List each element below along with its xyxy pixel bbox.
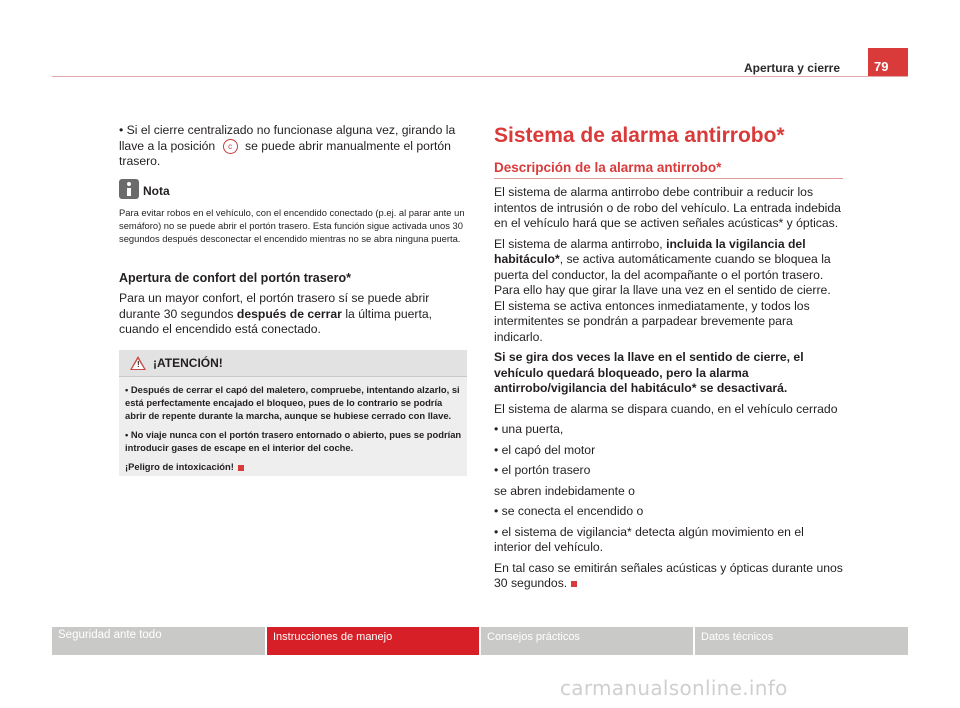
key-position-icon: c xyxy=(223,139,238,154)
alarm-p2-text-1: El sistema de alarma antirrobo, xyxy=(494,236,663,251)
warning-item-3 xyxy=(125,460,465,473)
subsection-title: Descripción de la alarma antirrobo* xyxy=(494,160,722,175)
warning-item-3-text: ¡Peligro de intoxicación! xyxy=(125,461,234,472)
subsection-rule xyxy=(494,178,843,179)
comfort-text-1: Para un mayor confort, el portón trasero sí se puede abrir durante 30 segundos xyxy=(119,291,430,321)
warning-body xyxy=(125,383,465,479)
comfort-text-2: la última puerta, cuando el encendido está conectado. xyxy=(119,306,433,336)
comfort-opening-paragraph xyxy=(119,291,469,338)
alarm-paragraph-3: Si se gira dos veces la llave en el sentido de cierre, el vehículo quedará bloqueado, pero la alarma antirrobo/vigilancia del habitáculo* se desactivará. xyxy=(494,350,804,395)
alarm-p2-bold: incluida la vigilancia del habitáculo* xyxy=(494,236,806,266)
tab-seguridad[interactable] xyxy=(52,627,265,655)
section-title: Sistema de alarma antirrobo* xyxy=(494,124,785,147)
end-marker-icon xyxy=(571,581,577,587)
watermark: carmanualsonline.info xyxy=(560,676,788,700)
central-locking-text-1: • Si el cierre centralizado no funcionase alguna vez, girando la llave a la posición xyxy=(119,123,456,153)
tab-instrucciones[interactable] xyxy=(267,627,479,655)
note-body: Para evitar robos en el vehículo, con el encendido conectado (p.ej. al parar ante un semáforo) no se puede abrir el portón trasero. Esta función sigue activada unos 30 segundos después desconectar el encendido mientras no se abra ninguna puerta. xyxy=(119,207,465,245)
warning-header xyxy=(119,350,467,377)
alarm-bullet-3: • el portón trasero xyxy=(494,463,591,477)
warning-item-2: • No viaje nunca con el portón trasero entornado o abierto, pues se podrían introducir gases de escape en el interior del coche. xyxy=(125,429,462,453)
page-number-badge xyxy=(868,48,908,76)
alarm-paragraph-4: El sistema de alarma se dispara cuando, en el vehículo cerrado xyxy=(494,401,838,416)
section-header-title: Apertura y cierre xyxy=(743,61,840,75)
alarm-paragraph-1: El sistema de alarma antirrobo debe contribuir a reducir los intentos de intrusión o de robo del vehículo. La entrada indebida en el vehículo hará que se activen señales acústicas* y ópticas. xyxy=(494,185,841,230)
warning-title: ¡ATENCIÓN! xyxy=(153,356,223,370)
alarm-paragraph-6 xyxy=(494,561,844,592)
info-note-icon xyxy=(119,179,139,199)
tab-consejos-label: Consejos prácticos xyxy=(487,631,580,643)
warning-item-1: • Después de cerrar el capó del maletero, compruebe, intentando alzarlo, si está perfectamente encajado el bloqueo, pues de lo contrario se podría abrir de repente durante la marcha, aunque se hubiese cerrado con llave. xyxy=(125,384,460,421)
alarm-bullet-4: • se conecta el encendido o xyxy=(494,504,644,518)
alarm-p2-text-2: , se activa automáticamente cuando se bloquea la puerta del conductor, la del acompañante o el portón trasero. Para ello hay que girar la llave una vez en el sentido de cierre. El sistema se activa entonces inmediatamente, y todos los intermitentes se pondrán a parpadear brevemente para indicarlo. xyxy=(494,252,831,344)
exclamation-icon: ! xyxy=(137,360,140,369)
warning-box xyxy=(119,350,467,476)
tab-datos-label: Datos técnicos xyxy=(701,631,774,643)
tab-instrucciones-label: Instrucciones de manejo xyxy=(273,631,393,643)
alarm-bullet-1: • una puerta, xyxy=(494,422,564,436)
tab-datos[interactable] xyxy=(695,627,908,655)
tab-consejos[interactable] xyxy=(481,627,693,655)
alarm-description xyxy=(494,185,844,597)
header-rule xyxy=(52,76,908,77)
alarm-paragraph-5: se abren indebidamente o xyxy=(494,483,635,498)
tab-seguridad-label: Seguridad ante todo xyxy=(58,629,162,641)
alarm-bullet-2: • el capó del motor xyxy=(494,442,596,457)
central-locking-text-2: se puede abrir manualmente el portón trasero. xyxy=(119,138,451,168)
comfort-opening-heading: Apertura de confort del portón trasero* xyxy=(119,271,351,285)
alarm-paragraph-2 xyxy=(494,237,844,346)
central-locking-paragraph xyxy=(119,123,471,170)
end-marker-icon xyxy=(238,465,244,471)
alarm-p6-text: En tal caso se emitirán señales acústicas y ópticas durante unos 30 segundos. xyxy=(494,560,843,590)
note-title: Nota xyxy=(143,184,170,198)
page-number: 79 xyxy=(874,59,889,74)
comfort-text-bold: después de cerrar xyxy=(236,306,342,321)
alarm-bullet-5: • el sistema de vigilancia* detecta algún movimiento en el interior del vehículo. xyxy=(494,524,804,554)
